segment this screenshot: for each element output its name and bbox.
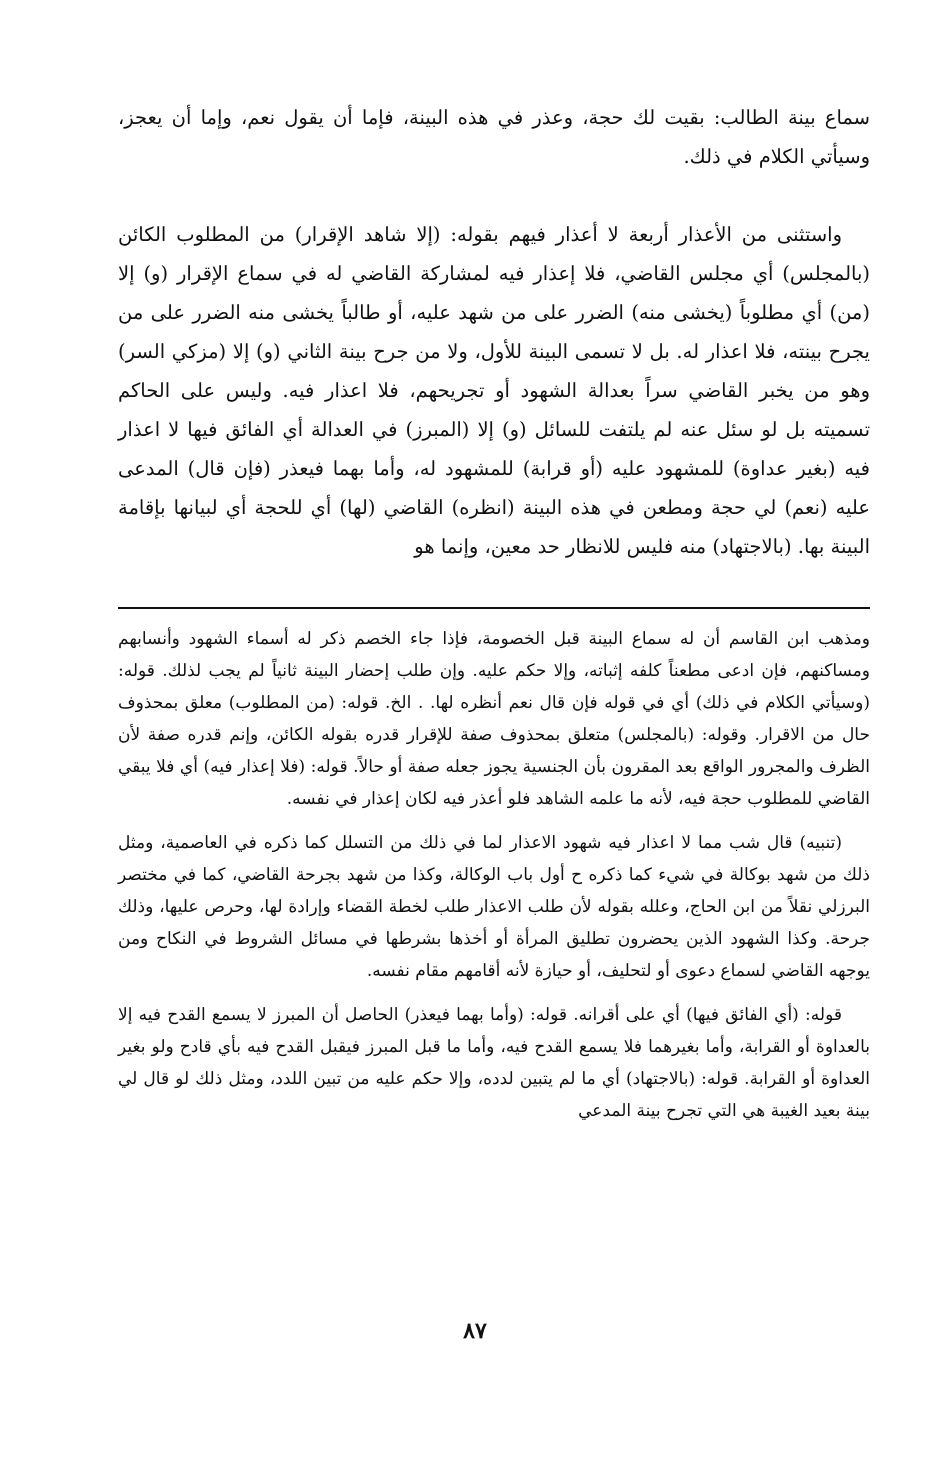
footnote-paragraph-1: ومذهب ابن القاسم أن له سماع البينة قبل الخصومة، فإذا جاء الخصم ذكر له أسماء الشهود وأنسابهم ومساكنهم، فإن ادعى مطعناً كلفه إثباته، وإلا حكم عليه. وإن طلب إحضار البينة ثانياً لم يجب لذلك. قوله: (وسيأتي الكلام في ذلك) أي في قوله فإن قال نعم أنظره لها. . الخ. قوله: (من المطلوب) معلق بمحذوف حال من الاقرار. وقوله: (بالمجلس) متعلق بمحذوف صفة للإقرار قدره بقوله الكائن، وإنم قدره صفة لأن الظرف والمجرور الواقع بعد المقرون بأن الجنسية يجوز جعله صفة أو حالاً. قوله: (فلا إعذار فيه) أي فلا يبقي القاضي للمطلوب حجة فيه، لأنه ما علمه الشاهد فلو أعذر فيه لكان إعذار في نفسه. [118,629,870,809]
main-paragraph-1: سماع بينة الطالب: بقيت لك حجة، وعذر في هذه البينة، فإما أن يقول نعم، وإما أن يعجز، وسيأتي الكلام في ذلك. [118,106,870,168]
main-text [118,98,870,566]
footnote-separator [118,607,870,609]
footnote-paragraph-3: قوله: (أي الفائق فيها) أي على أقرانه. قوله: (وأما بهما فيعذر) الحاصل أن المبرز لا يسمع القدح فيه إلا بالعداوة أو القرابة، وأما بغيرهما فلا يسمع القدح فيه، وأما ما قبل المبرز فيقبل القدح فيه بأي قادح ولو بغير العداوة أو القرابة. قوله: (بالاجتهاد) أي ما لم يتبين لدده، وإلا حكم عليه من تبين اللدد، ومثل ذلك لو قال لي بينة بعيد الغيبة هي التي تجرح بينة المدعي [118,1005,870,1121]
page-number: ٨٧ [463,1318,487,1344]
footnotes [118,623,870,1127]
main-paragraph-2: واستثنى من الأعذار أربعة لا أعذار فيهم بقوله: (إلا شاهد الإقرار) من المطلوب الكائن (بالمجلس) أي مجلس القاضي، فلا إعذار فيه لمشاركة القاضي له في سماع الإقرار (و) إلا (من) أي مطلوباً (يخشى منه) الضرر على من شهد عليه، أو طالباً يخشى منه الضرر على من يجرح بينته، فلا اعذار له. بل لا تسمى البينة للأول، ولا من جرح بينة الثاني (و) إلا (مزكي السر) وهو من يخبر القاضي سراً بعدالة الشهود أو تجريحهم، فلا اعذار فيه. وليس على الحاكم تسميته بل لو سئل عنه لم يلتفت للسائل (و) إلا (المبرز) في العدالة أي الفائق فيها لا اعذار فيه (بغير عداوة) للمشهود عليه (أو قرابة) للمشهود له، وأما بهما فيعذر (فإن قال) المدعى عليه (نعم) لي حجة ومطعن في هذه البينة (انظره) القاضي (لها) أي للحجة أي لبيانها بإقامة البينة بها. (بالاجتهاد) منه فليس للانظار حد معين، وإنما هو [118,223,870,558]
footnote-paragraph-2: (تنبيه) قال شب مما لا اعذار فيه شهود الاعذار لما في ذلك من التسلل كما ذكره في العاصمية، ومثل ذلك من شهد بوكالة في شيء كما ذكره ح أول باب الوكالة، وكذا من شهد بجرحة القاضي، كما في مختصر البرزلي نقلاً من ابن الحاج، وعلله بقوله لأن طلب الاعذار طلب لخطة القضاء وإرادة لها، وحرص عليها، وذلك جرحة. وكذا الشهود الذين يحضرون تطليق المرأة أو أخذها بشرطها في مسائل الشروط في النكاح ومن يوجهه القاضي لسماع دعوى أو لتحليف، أو حيازة لأنه أقامهم مقام نفسه. [118,833,870,981]
